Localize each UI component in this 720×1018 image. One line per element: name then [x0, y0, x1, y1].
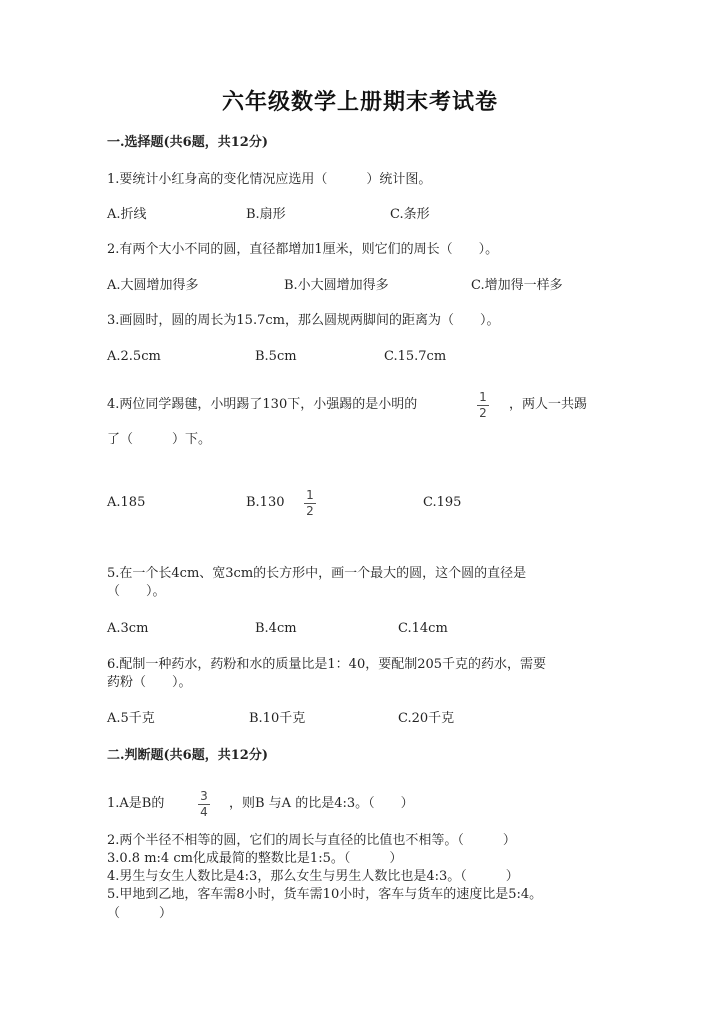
section-heading-judge: 二.判断题(共6题，共12分)	[107, 748, 268, 763]
question-5-option-b: B.4cm	[255, 621, 297, 636]
question-6-option-c: C.20千克	[398, 711, 455, 726]
judge-question-2: 2.两个半径不相等的圆，它们的周长与直径的比值也不相等。（ ）	[107, 833, 516, 848]
question-4-stem-part-a: 4.两位同学踢毽，小明踢了130下，小强踢的是小明的	[107, 397, 418, 412]
judge-question-4: 4.男生与女生人数比是4:3，那么女生与男生人数比也是4:3。（ ）	[107, 869, 519, 884]
question-4-option-c: C.195	[423, 495, 462, 510]
question-6-stem-part-a: 6.配制一种药水，药粉和水的质量比是1：40，要配制205千克的药水，需要	[107, 657, 547, 672]
question-5-stem-part-b: （ ）。	[107, 584, 166, 599]
question-3-stem: 3.画圆时，圆的周长为15.7cm，那么圆规两脚间的距离为（ ）。	[107, 313, 500, 328]
question-2-option-a: A.大圆增加得多	[107, 278, 199, 293]
question-5-stem-part-a: 5.在一个长4cm、宽3cm的长方形中，画一个最大的圆，这个圆的直径是	[107, 566, 527, 581]
judge-question-1-fraction	[198, 790, 210, 819]
question-2-stem: 2.有两个大小不同的圆，直径都增加1厘米，则它们的周长（ ）。	[107, 242, 499, 257]
fraction-numerator: 3	[200, 789, 208, 803]
judge-question-1-part-b: ，则B 与A 的比是4:3。（ ）	[229, 796, 414, 811]
question-6-option-b: B.10千克	[249, 711, 306, 726]
fraction-numerator: 1	[479, 390, 487, 404]
fraction-denominator: 4	[200, 805, 208, 819]
question-1-option-a: A.折线	[107, 207, 147, 222]
question-3-option-a: A.2.5cm	[107, 349, 161, 364]
question-2-option-b: B.小大圆增加得多	[284, 278, 389, 293]
fraction-denominator: 2	[306, 504, 314, 518]
page-title: 六年级数学上册期末考试卷	[221, 89, 498, 115]
question-1-option-c: C.条形	[390, 207, 430, 222]
judge-question-1-part-a: 1.A是B的	[107, 796, 165, 811]
question-1-stem: 1.要统计小红身高的变化情况应选用（ ）统计图。	[107, 172, 432, 187]
question-4-stem-part-c: 了（ ）下。	[107, 432, 212, 447]
judge-question-3: 3.0.8 m:4 cm化成最简的整数比是1:5。（ ）	[107, 851, 403, 866]
question-4-fraction	[477, 391, 489, 420]
question-1-option-b: B.扇形	[246, 207, 286, 222]
question-2-option-c: C.增加得一样多	[471, 278, 563, 293]
fraction-denominator: 2	[479, 406, 487, 420]
section-heading-choice: 一.选择题(共6题，共12分)	[107, 135, 268, 150]
question-4-option-a: A.185	[107, 495, 146, 510]
fraction-numerator: 1	[306, 488, 314, 502]
judge-question-5-part-b: （ ）	[107, 906, 173, 921]
question-5-option-a: A.3cm	[107, 621, 149, 636]
question-4-stem-part-b: ，两人一共踢	[509, 397, 588, 412]
question-6-option-a: A.5千克	[107, 711, 155, 726]
question-4-option-b: B.130	[246, 495, 285, 510]
question-4-option-b-fraction	[304, 489, 316, 518]
question-6-stem-part-b: 药粉（ ）。	[107, 675, 192, 690]
judge-question-5-part-a: 5.甲地到乙地，客车需8小时，货车需10小时，客车与货车的速度比是5:4。	[107, 887, 543, 902]
question-3-option-b: B.5cm	[255, 349, 297, 364]
question-5-option-c: C.14cm	[398, 621, 448, 636]
question-3-option-c: C.15.7cm	[384, 349, 447, 364]
